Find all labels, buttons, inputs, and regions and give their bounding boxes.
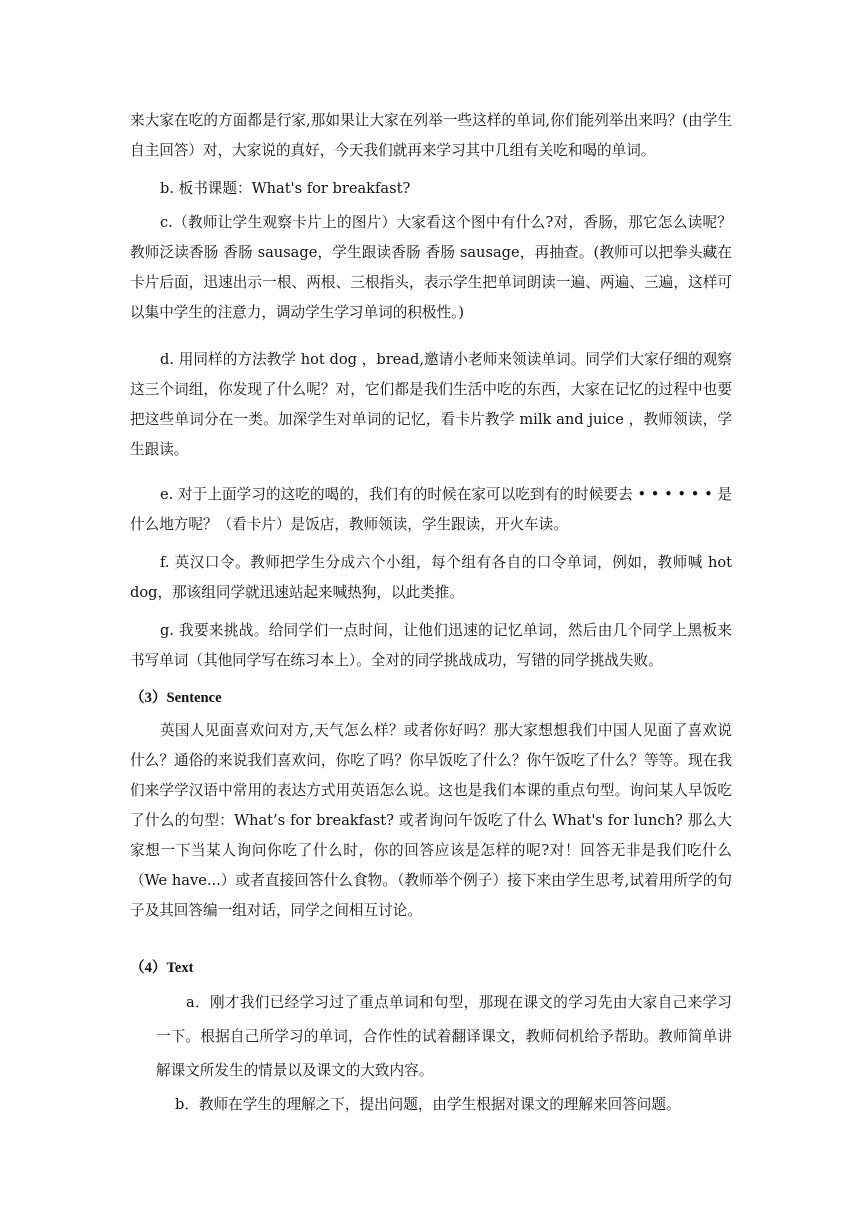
paragraph-e-restaurant: e. 对于上面学习的这吃的喝的，我们有的时候在家可以吃到有的时候要去 • • • • • • 是什么地方呢？（看卡片）是饭店，教师领读，学生跟读，开火车读。 xyxy=(130,486,732,533)
paragraph-d-hotdog-bread: d. 用同样的方法教学 hot dog ，bread,邀请小老师来领读单词。同学们大家仔细的观察这三个词组，你发现了什么呢？对，它们都是我们生活中吃的东西，大家在记忆的过程中也要把这些单词分在一类。加深学生对单词的记忆，看卡片教学 milk and juice ，教师领读，学生跟读。 xyxy=(130,351,732,458)
paragraph-text-b: b．教师在学生的理解之下，提出问题，由学生根据对课文的理解来回答问题。 xyxy=(175,1096,681,1113)
paragraph-sentence-body: 英国人见面喜欢问对方,天气怎么样？或者你好吗？那大家想想我们中国人见面了喜欢说什么？通俗的来说我们喜欢问，你吃了吗？你早饭吃了什么？你午饭吃了什么？等等。现在我们来学学汉语中常用的表达方式用英语怎么说。这也是我们本课的重点句型。询问某人早饭吃了什么的句型：What’s for breakfast? 或者询问午饭吃了什么 What's for lunch? 那么大家想一下当某人询问你吃了什么时，你的回答应该是怎样的呢?对！回答无非是我们吃什么（We have...）或者直接回答什么食物。（教师举个例子）接下来由学生思考,试着用所学的句子及其回答编一组对话，同学之间相互讨论。 xyxy=(130,722,732,919)
paragraph-intro-continued: 来大家在吃的方面都是行家,那如果让大家在列举一些这样的单词,你们能列举出来吗？(由学生自主回答）对，大家说的真好，今天我们就再来学习其中几组有关吃和喝的单词。 xyxy=(130,112,732,159)
section-heading-sentence: （3）Sentence xyxy=(130,690,222,706)
paragraph-g-challenge: g. 我要来挑战。给同学们一点时间，让他们迅速的记忆单词，然后由几个同学上黑板来书写单词（其他同学写在练习本上）。全对的同学挑战成功，写错的同学挑战失败。 xyxy=(130,622,732,669)
paragraph-f-commands: f. 英汉口令。教师把学生分成六个小组，每个组有各自的口令单词，例如，教师喊 hot dog，那该组同学就迅速站起来喊热狗，以此类推。 xyxy=(130,554,732,601)
paragraph-b-board-title: b. 板书课题：What's for breakfast? xyxy=(160,180,411,197)
paragraph-text-a: a．刚才我们已经学习过了重点单词和句型，那现在课文的学习先由大家自己来学习一下。根据自己所学习的单词，合作性的试着翻译课文，教师伺机给予帮助。教师简单讲解课文所发生的情景以及课文的大致内容。 xyxy=(156,994,732,1079)
section-heading-text: （4）Text xyxy=(130,960,194,976)
paragraph-c-sausage: c.（教师让学生观察卡片上的图片）大家看这个图中有什么?对，香肠，那它怎么读呢？教师泛读香肠 香肠 sausage，学生跟读香肠 香肠 sausage，再抽查。(教师可以把拳头藏在卡片后面，迅速出示一根、两根、三根指头，表示学生把单词朗读一遍、两遍、三遍，这样可以集中学生的注意力，调动学生学习单词的积极性。) xyxy=(130,214,732,321)
